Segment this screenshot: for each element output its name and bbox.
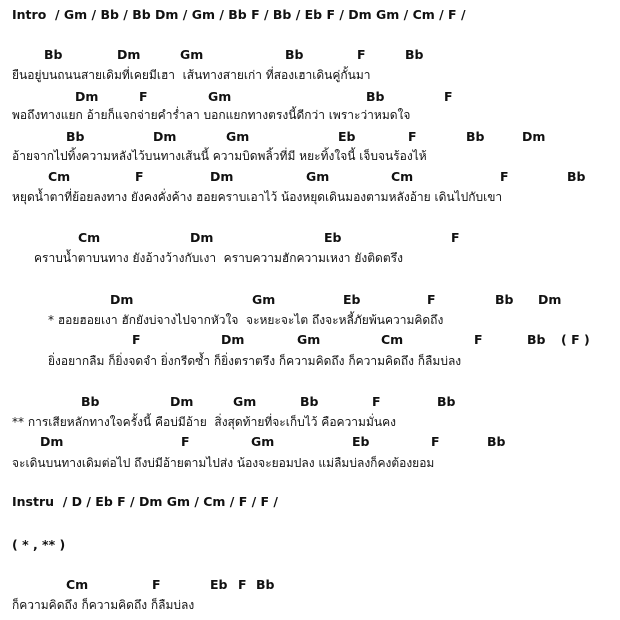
- lyric-line: ก็ความคิดถึง ก็ความคิดถึง ก็ลืมบ่ลง: [12, 598, 195, 612]
- lyric-line: ** การเสียหลักทางใจครั้งนี้ คือบ่มีอ้าย สิ่งสุดท้ายที่จะเก็บไว้ คือความมั่นคง: [12, 415, 396, 429]
- chord: F: [357, 47, 366, 62]
- chord: Bb: [487, 434, 506, 449]
- lyric-line: อ้ายจากไปทิ้งความหลังไว้บนทางเส้นนี้ ความบิดพลิ้วที่มี หยะทิ้งใจนี้ เจ็บจนร้องไห้: [12, 149, 427, 163]
- chord: F: [451, 230, 460, 245]
- chord: Dm: [190, 230, 214, 245]
- chord: Bb: [300, 394, 319, 409]
- chord: Bb: [405, 47, 424, 62]
- chord: Dm: [221, 332, 245, 347]
- chord: Dm: [538, 292, 562, 307]
- chord: F: [181, 434, 190, 449]
- chord: F: [135, 169, 144, 184]
- chord: F: [427, 292, 436, 307]
- lyric-line: ยืนอยู่บนถนนสายเดิมที่เคยมีเฮา เส้นทางสายเก่า ที่สองเฮาเดินคู่กั้นมา: [12, 68, 371, 82]
- chord: F: [152, 577, 161, 592]
- chord: Bb: [527, 332, 546, 347]
- chord: Gm: [180, 47, 204, 62]
- chord: Bb: [285, 47, 304, 62]
- intro-line: Intro / Gm / Bb / Bb Dm / Gm / Bb F / Bb / Eb F / Dm Gm / Cm / F /: [12, 7, 466, 22]
- chord: Bb: [66, 129, 85, 144]
- chord: Gm: [208, 89, 232, 104]
- chord: Dm: [110, 292, 134, 307]
- repeat-marker: ( * , ** ): [12, 537, 66, 552]
- chord: Cm: [391, 169, 414, 184]
- instru-line: Instru / D / Eb F / Dm Gm / Cm / F / F /: [12, 494, 278, 509]
- lyric-line: ยิ่งอยากลืม ก็ยิ่งจดจำ ยิ่งกรีดซ้ำ ก็ยิ่งตราตรึง ก็ความคิดถึง ก็ความคิดถึง ก็ลืมบ่ลง: [48, 354, 462, 368]
- chord: Gm: [306, 169, 330, 184]
- chord: ( F ): [561, 332, 590, 347]
- lyric-line: * ฮอยฮอยเงา ฮักยังบ่จางไปจากหัวใจ จะหยะจะไต ถึงจะหลี้ภัยพ้นความคิดถึง: [48, 313, 444, 327]
- chord: Dm: [210, 169, 234, 184]
- chord: Eb: [210, 577, 228, 592]
- chord: Gm: [297, 332, 321, 347]
- chord: Bb: [495, 292, 514, 307]
- chord: F: [372, 394, 381, 409]
- chord: Eb: [352, 434, 370, 449]
- chord: Bb: [437, 394, 456, 409]
- chord: Bb: [366, 89, 385, 104]
- chord: Dm: [522, 129, 546, 144]
- chord: Cm: [381, 332, 404, 347]
- chord: Dm: [170, 394, 194, 409]
- chord: F: [431, 434, 440, 449]
- lyric-line: พอถึงทางแยก อ้ายก็แจกจ่ายคำร่ำลา บอกแยกทางตรงนี้ดีกว่า เพราะว่าหมดใจ: [12, 108, 411, 122]
- chord: F: [500, 169, 509, 184]
- chord: Bb: [466, 129, 485, 144]
- chord: F: [139, 89, 148, 104]
- lyric-line: จะเดินบนทางเดิมต่อไป ถึงบ่มีอ้ายตามไปส่ง น้องจะยอมปลง แม่ลืมบ่ลงก็คงต้องยอม: [12, 456, 435, 470]
- chord: F: [408, 129, 417, 144]
- chord: Bb: [81, 394, 100, 409]
- chord: Cm: [78, 230, 101, 245]
- lyric-line: หยุดน้ำตาที่ย้อยลงทาง ยังคงคั่งค้าง ฮอยคราบเอาไว้ น้องหยุดเดินมองตามหลังอ้าย เดินไปกับเขา: [12, 190, 503, 204]
- chord: F: [238, 577, 247, 592]
- chord: Eb: [343, 292, 361, 307]
- chord: Eb: [338, 129, 356, 144]
- chord: Gm: [226, 129, 250, 144]
- chord: Bb: [256, 577, 275, 592]
- chord: Gm: [233, 394, 257, 409]
- chord: F: [444, 89, 453, 104]
- chord: Dm: [75, 89, 99, 104]
- chord: Dm: [40, 434, 64, 449]
- chord: F: [474, 332, 483, 347]
- lyric-line: คราบน้ำตาบนทาง ยังอ้างว้างกับเงา คราบความฮักความเหงา ยังติดตรึง: [34, 251, 403, 265]
- chord: Dm: [153, 129, 177, 144]
- chord: Cm: [66, 577, 89, 592]
- chord: Bb: [44, 47, 63, 62]
- chord: Dm: [117, 47, 141, 62]
- chord: Gm: [252, 292, 276, 307]
- chord: Eb: [324, 230, 342, 245]
- chord: Gm: [251, 434, 275, 449]
- chord: Cm: [48, 169, 71, 184]
- chord: Bb: [567, 169, 586, 184]
- chord: F: [132, 332, 141, 347]
